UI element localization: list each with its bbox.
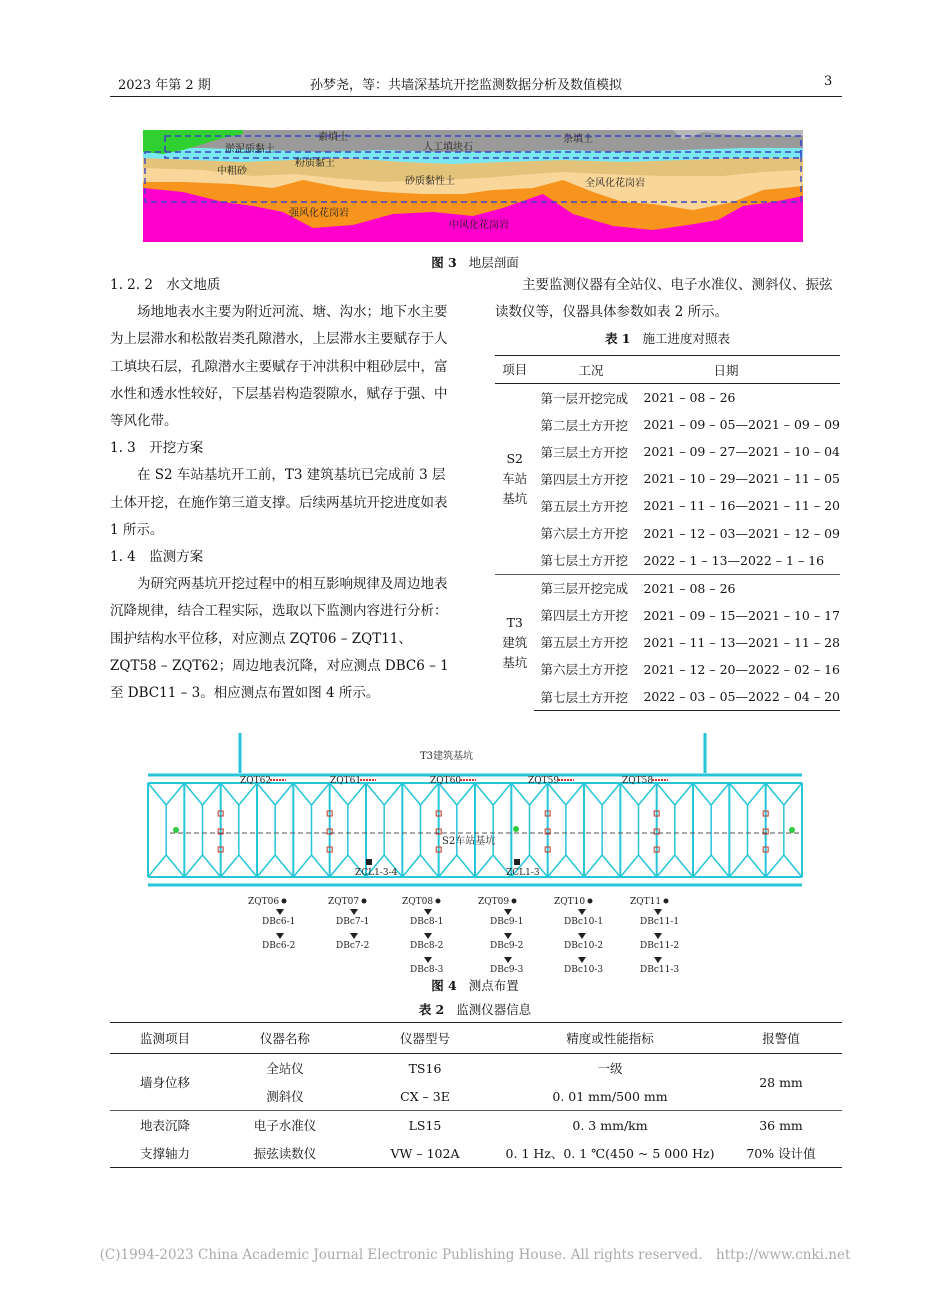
settlement-label: DBc8-2 (410, 941, 444, 951)
settlement-marker (504, 933, 512, 939)
table1-project-t3: T3 建筑 基坑 (495, 574, 534, 710)
settlement-label: DBc7-2 (336, 941, 370, 951)
diagonal-brace (166, 783, 184, 805)
table2-alarm: 28 mm (759, 1074, 803, 1090)
label-rubble-fill: 人工填块石 (423, 142, 473, 153)
table2-name: 测斜仪 (266, 1089, 304, 1104)
table-row (495, 438, 840, 465)
figure4-caption-text: 测点布置 (468, 978, 519, 993)
top-point-label: ZQT59 (528, 776, 560, 786)
diagonal-brace (312, 855, 330, 877)
inclinometer-marker (362, 899, 367, 904)
table2-model: VW – 102A (350, 1139, 500, 1168)
table2-name: 振弦读数仪 (220, 1139, 350, 1168)
diagonal-brace (766, 783, 784, 805)
reference-point-marker (513, 826, 519, 832)
running-header-title: 孙梦尧，等：共墙深基坑开挖监测数据分析及数值模拟 (310, 78, 623, 93)
table1-header-row (495, 356, 840, 384)
table2-alarm: 70% 设计值 (720, 1139, 842, 1168)
bottom-point-label: ZQT06 (248, 897, 280, 907)
label-plain-fill: 素填土 (318, 132, 348, 143)
diagonal-brace (239, 855, 257, 877)
settlement-marker (578, 909, 586, 915)
settlement-label: DBc6-2 (262, 941, 296, 951)
diagonal-brace (275, 855, 293, 877)
table1-date: 2021 – 09 – 27—2021 – 10 – 04 (643, 444, 840, 460)
inclinometer-marker (282, 899, 287, 904)
diagonal-brace (493, 783, 511, 805)
table1-date: 2021 – 12 – 20—2022 – 02 – 16 (643, 661, 840, 677)
table1-date: 2021 – 11 – 13—2021 – 11 – 28 (643, 634, 840, 650)
settlement-marker (350, 933, 358, 939)
diagonal-brace (639, 783, 657, 805)
diagonal-brace (729, 855, 747, 877)
table-row (110, 1111, 842, 1140)
table2-item: 墙身位移 (139, 1075, 190, 1090)
figure3-caption-text: 地层剖面 (468, 255, 519, 270)
bottom-point-label: ZQT09 (478, 897, 510, 907)
label-coarse-sand: 中粗砂 (217, 166, 247, 177)
diagonal-brace (530, 783, 548, 805)
settlement-label: DBc10-1 (564, 917, 604, 927)
diagonal-brace (221, 855, 239, 877)
bottom-point-label: ZQT07 (328, 897, 360, 907)
settlement-marker (276, 933, 284, 939)
table1-date: 2021 – 09 – 05—2021 – 09 – 09 (643, 417, 840, 433)
table1-cond: 第七层土方开挖 (534, 683, 643, 711)
diagonal-brace (221, 783, 239, 805)
top-point-label: ZQT62 (240, 776, 272, 786)
table1-cond: 第四层土方开挖 (540, 608, 628, 624)
reference-point-marker (173, 827, 179, 833)
table1-cond: 第六层土方开挖 (540, 662, 628, 678)
left-column (110, 272, 455, 707)
settlement-marker (654, 909, 662, 915)
monitoring-layout-figure (140, 733, 810, 975)
column-label: ZCL1-3 (506, 868, 540, 878)
settlement-label: DBc8-1 (410, 917, 444, 927)
table1-date: 2022 – 1 – 13—2022 – 1 – 16 (643, 552, 825, 568)
table2-caption (0, 1000, 950, 1018)
section-1-2-2-title: 1. 2. 2 水文地质 (110, 277, 221, 293)
bottom-point-label: ZQT11 (630, 897, 662, 907)
instrument-info-table (110, 1022, 842, 1168)
table1-cond: 第四层土方开挖 (540, 471, 628, 487)
table-row (495, 384, 840, 412)
diagonal-brace (548, 855, 566, 877)
table1-project-s2: S2 车站 基坑 (502, 450, 528, 506)
diagonal-brace (748, 783, 766, 805)
diagonal-brace (203, 855, 221, 877)
table-row (495, 519, 840, 546)
construction-schedule-table (495, 355, 840, 711)
table2-model: LS15 (350, 1111, 500, 1140)
table1-date: 2021 – 10 – 29—2021 – 11 – 05 (643, 471, 840, 487)
settlement-label: DBc7-1 (336, 917, 370, 927)
diagonal-brace (457, 855, 475, 877)
diagonal-brace (584, 783, 602, 805)
table2-precision: 0. 3 mm/km (500, 1111, 720, 1140)
table1-cond: 第六层土方开挖 (540, 526, 628, 542)
table1-col-date: 日期 (643, 356, 840, 384)
diagonal-brace (439, 783, 457, 805)
diagonal-brace (402, 855, 420, 877)
diagonal-brace (257, 783, 275, 805)
stratum-section-figure (143, 130, 803, 242)
diagonal-brace (184, 783, 202, 805)
diagonal-brace (602, 855, 620, 877)
diagonal-brace (402, 783, 420, 805)
settlement-label: DBc11-1 (640, 917, 680, 927)
table-row (495, 574, 840, 602)
diagonal-brace (602, 783, 620, 805)
diagonal-brace (657, 855, 675, 877)
settlement-marker (578, 933, 586, 939)
label-moderately-weathered: 中风化花岗岩 (449, 220, 509, 231)
table1-caption (495, 329, 840, 347)
section-1-2-2-body: 场地地表水主要为附近河流、塘、沟水；地下水主要为上层滞水和松散岩类孔隙潜水，上层滞水主要赋存于人工填块石层，孔隙潜水主要赋存于冲洪积中粗砂层中，富水性和透水性较好，下层基岩构造裂隙水，赋存于强、中等风化带。 (110, 304, 448, 430)
settlement-label: DBc9-1 (490, 917, 524, 927)
table-row (110, 1054, 842, 1083)
column-label: ZCL1-3-4 (355, 868, 398, 878)
table1-col-condition: 工况 (534, 356, 643, 384)
table2-alarm: 36 mm (720, 1111, 842, 1140)
table-row (495, 629, 840, 656)
diagonal-brace (729, 783, 747, 805)
table1-cond: 第一层开挖完成 (540, 390, 628, 406)
top-wall-points (240, 776, 668, 786)
settlement-marker (424, 933, 432, 939)
settlement-marker (350, 909, 358, 915)
label-muddy-clay: 淤泥质黏土 (225, 144, 275, 155)
s2-pit-title: S2车站基坑 (442, 836, 496, 847)
bottom-wall-points (248, 897, 669, 907)
table2-name: 全站仪 (266, 1061, 304, 1076)
copyright-footer: (C)1994-2023 China Academic Journal Electronic Publishing House. All rights reserved. http://www.cnki.net (99, 1247, 851, 1263)
diagonal-brace (784, 783, 802, 805)
diagonal-brace (475, 783, 493, 805)
table1-date: 2021 – 11 – 16—2021 – 11 – 20 (643, 498, 840, 514)
diagonal-brace (584, 855, 602, 877)
table-row (495, 602, 840, 629)
table1-cond: 第三层土方开挖 (540, 444, 628, 460)
page-number: 3 (824, 74, 833, 89)
table1-caption-text: 施工进度对照表 (642, 331, 731, 346)
table2-model: CX – 3E (400, 1088, 450, 1104)
table2-header-row (110, 1023, 842, 1054)
table1-date: 2021 – 08 – 26 (643, 390, 736, 406)
table2-item: 地表沉降 (110, 1111, 220, 1140)
table2-label: 表 2 (418, 1002, 445, 1017)
settlement-marker (276, 909, 284, 915)
diagonal-brace (693, 855, 711, 877)
settlement-marker (504, 957, 512, 963)
table2-col-alarm: 报警值 (720, 1023, 842, 1054)
column-marker (514, 859, 520, 865)
table2-caption-text: 监测仪器信息 (456, 1002, 532, 1017)
settlement-label: DBc6-1 (262, 917, 296, 927)
table-row (495, 492, 840, 519)
label-silty-clay: 粉质黏土 (295, 158, 335, 169)
diagonal-brace (330, 783, 348, 805)
diagonal-brace (421, 855, 439, 877)
diagonal-brace (439, 855, 457, 877)
section-1-3-title: 1. 3 开挖方案 (110, 440, 204, 457)
figure4-caption (0, 976, 950, 994)
settlement-marker (578, 957, 586, 963)
table2-name: 电子水准仪 (220, 1111, 350, 1140)
settlement-label: DBc9-2 (490, 941, 524, 951)
table1-date: 2021 – 09 – 15—2021 – 10 – 17 (643, 607, 840, 623)
table-row (110, 1139, 842, 1168)
settlement-label: DBc11-2 (640, 941, 680, 951)
label-fully-weathered: 全风化花岗岩 (585, 178, 645, 189)
table1-cond: 第七层土方开挖 (540, 553, 628, 569)
diagonal-brace (657, 783, 675, 805)
diagonal-brace (457, 783, 475, 805)
diagonal-brace (275, 783, 293, 805)
diagonal-brace (239, 783, 257, 805)
diagonal-brace (620, 855, 638, 877)
section-1-4-title: 1. 4 监测方案 (110, 549, 204, 566)
table2-col-name: 仪器名称 (220, 1023, 350, 1054)
diagonal-brace (421, 783, 439, 805)
table2-precision: 0. 01 mm/500 mm (552, 1088, 668, 1104)
table2-col-item: 监测项目 (110, 1023, 220, 1054)
settlement-marker (424, 909, 432, 915)
table1-cond: 第三层开挖完成 (534, 574, 643, 602)
diagonal-brace (766, 855, 784, 877)
diagonal-brace (639, 855, 657, 877)
diagonal-brace (675, 783, 693, 805)
settlement-marker (424, 957, 432, 963)
diagonal-brace (148, 855, 166, 877)
top-point-label: ZQT58 (622, 776, 654, 786)
table-row (495, 411, 840, 438)
diagonal-brace (293, 783, 311, 805)
table-row (495, 547, 840, 575)
diagonal-brace (748, 855, 766, 877)
diagonal-brace (511, 783, 529, 805)
table-row (495, 656, 840, 683)
figure4-label: 图 4 (431, 978, 457, 993)
instruments-paragraph: 主要监测仪器有全站仪、电子水准仪、测斜仪、振弦读数仪等，仪器具体参数如表 2 所示。 (495, 277, 833, 321)
label-sandy-cohesive: 砂质黏性土 (405, 176, 455, 187)
table1-label: 表 1 (604, 331, 631, 346)
table1-date: 2021 – 12 – 03—2021 – 12 – 09 (643, 525, 840, 541)
settlement-marker (654, 933, 662, 939)
diagonal-brace (257, 855, 275, 877)
diagonal-brace (784, 855, 802, 877)
diagonal-brace (620, 783, 638, 805)
settlement-marker (654, 957, 662, 963)
diagonal-brace (330, 855, 348, 877)
diagonal-brace (548, 783, 566, 805)
table1-cond: 第五层土方开挖 (540, 498, 628, 514)
strut-grid (148, 783, 802, 877)
table2-precision: 一级 (597, 1061, 623, 1076)
diagonal-brace (711, 783, 729, 805)
label-strongly-weathered: 强风化花岗岩 (289, 208, 349, 219)
diagonal-brace (166, 855, 184, 877)
table1-date: 2021 – 08 – 26 (643, 574, 840, 602)
diagonal-brace (293, 855, 311, 877)
diagonal-brace (184, 855, 202, 877)
settlement-label: DBc8-3 (410, 965, 444, 975)
t3-pit-title: T3建筑基坑 (420, 751, 474, 762)
table-row (495, 465, 840, 492)
diagonal-brace (675, 855, 693, 877)
top-point-label: ZQT60 (430, 776, 462, 786)
section-1-4-body: 为研究两基坑开挖过程中的相互影响规律及周边地表沉降规律，结合工程实际，选取以下监测内容进行分析：围护结构水平位移，对应测点 ZQT06 – ZQT11、ZQT58 – ZQT62；周边地表沉降，对应测点 DBC6 – 1 至 DBC11 – 3。相应测点布置如图 4 所示。 (110, 576, 449, 702)
diagonal-brace (693, 783, 711, 805)
inclinometer-marker (588, 899, 593, 904)
diagonal-brace (148, 783, 166, 805)
table2-item: 支撑轴力 (110, 1139, 220, 1168)
settlement-marker (504, 909, 512, 915)
column-marker (366, 859, 372, 865)
settlement-label: DBc10-3 (564, 965, 604, 975)
section-1-3-body: 在 S2 车站基坑开工前，T3 建筑基坑已完成前 3 层土体开挖，在施作第三道支撑。后续两基坑开挖进度如表 1 所示。 (110, 467, 448, 538)
header-rule (110, 96, 842, 97)
diagonal-brace (566, 855, 584, 877)
running-header-issue: 2023 年第 2 期 (118, 78, 211, 93)
table1-cond: 第二层土方开挖 (540, 417, 628, 433)
table1-col-project: 项目 (495, 356, 534, 384)
table2-col-model: 仪器型号 (350, 1023, 500, 1054)
bottom-point-label: ZQT08 (402, 897, 434, 907)
inclinometer-marker (664, 899, 669, 904)
settlement-points (262, 909, 679, 975)
table2-model: TS16 (408, 1060, 442, 1076)
diagonal-brace (384, 783, 402, 805)
inclinometer-marker (436, 899, 441, 904)
settlement-label: DBc10-2 (564, 941, 604, 951)
column-point-1 (355, 859, 398, 878)
table-row (495, 683, 840, 711)
top-point-label: ZQT61 (330, 776, 362, 786)
diagonal-brace (348, 783, 366, 805)
table1-date: 2022 – 03 – 05—2022 – 04 – 20 (643, 683, 840, 711)
diagonal-brace (566, 783, 584, 805)
right-column (495, 272, 840, 326)
settlement-label: DBc9-3 (490, 965, 524, 975)
reference-point-marker (789, 827, 795, 833)
diagonal-brace (366, 783, 384, 805)
diagonal-brace (475, 855, 493, 877)
table1-cond: 第五层土方开挖 (540, 635, 628, 651)
diagonal-brace (203, 783, 221, 805)
label-misc-fill: 杂填土 (563, 134, 593, 145)
bottom-point-label: ZQT10 (554, 897, 586, 907)
inclinometer-marker (512, 899, 517, 904)
settlement-label: DBc11-3 (640, 965, 680, 975)
figure3-caption (0, 253, 950, 271)
table2-precision: 0. 1 Hz、0. 1 ℃(450 ~ 5 000 Hz) (500, 1139, 720, 1168)
diagonal-brace (312, 783, 330, 805)
table2-col-precision: 精度或性能指标 (500, 1023, 720, 1054)
figure3-label: 图 3 (431, 255, 457, 270)
diagonal-brace (711, 855, 729, 877)
